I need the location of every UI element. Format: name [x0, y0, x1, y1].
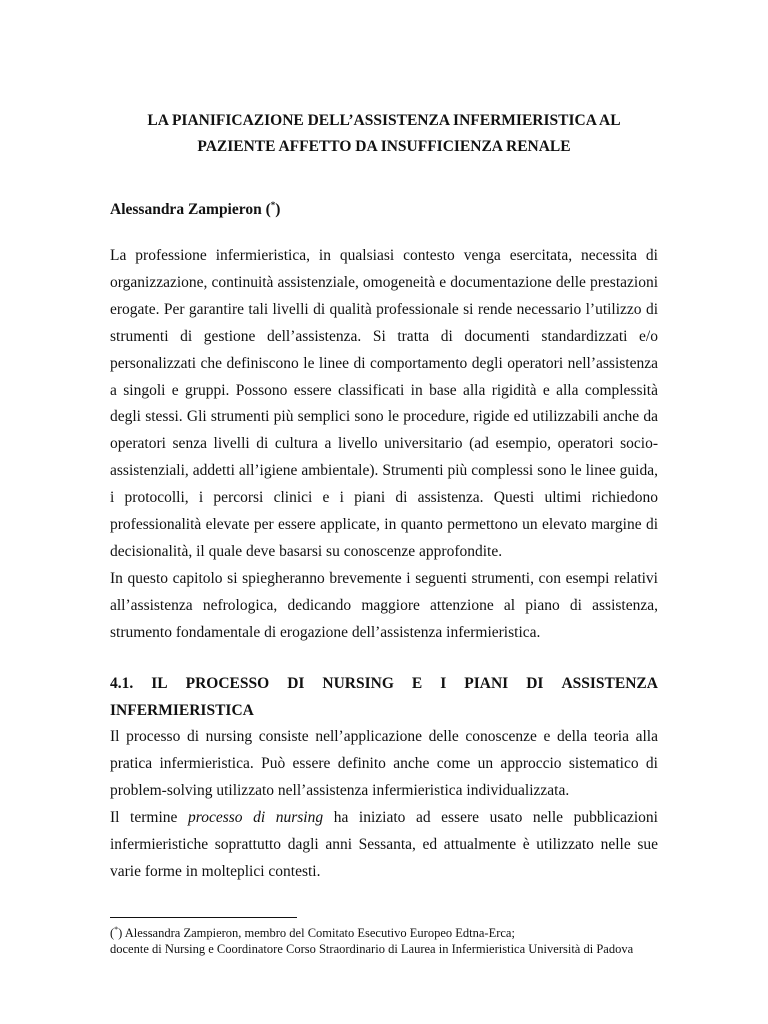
- footnote-mark: *: [114, 925, 119, 934]
- author-paren-open: (: [261, 201, 271, 219]
- heading-word: DI: [526, 675, 544, 692]
- section-heading-line-2: INFERMIERISTICA: [110, 702, 254, 719]
- heading-word: DI: [287, 675, 305, 692]
- heading-word: NURSING: [322, 675, 394, 692]
- footnote: [110, 922, 658, 957]
- section-heading-line-1: [110, 670, 658, 697]
- footnote-paren-close: ): [118, 926, 123, 941]
- section-paragraph-2: [110, 805, 658, 886]
- footnote-line-1: [110, 922, 658, 941]
- section-heading: [110, 670, 658, 724]
- heading-word: 4.1.: [110, 675, 134, 692]
- intro-paragraph-1: La professione infermieristica, in qualsiasi contesto venga esercitata, necessita di organizzazione, continuità assistenziale, omogeneità e documentazione delle prestazioni erogate. Per garantire tali livelli di qualità professionale si rende necessario l’utilizzo di strumenti di gestione dell’assistenza. Si tratta di documenti standardizzati e/o personalizzati che definiscono le linee di comportamento degli operatori nell’assistenza a singoli e gruppi. Possono essere classificati in base alla rigidità e alla complessità degli stessi. Gli strumenti più semplici sono le procedure, rigide ed utilizzabili anche da operatori senza livelli di cultura a livello universitario (ad esempio, operatori socio-assistenziali, addetti all’igiene ambientale). Strumenti più complessi sono le linee guida, i protocolli, i percorsi clinici e i piani di assistenza. Questi ultimi richiedono professionalità elevate per essere applicate, in quanto permettono un elevato margine di decisionalità, il quale deve basarsi su conoscenze approfondite.: [110, 247, 658, 560]
- heading-word: PIANI: [464, 675, 509, 692]
- footnote-paren-open: (: [110, 926, 115, 941]
- author-footnote-mark: *: [270, 200, 276, 210]
- section-text: [110, 724, 658, 885]
- heading-word: PROCESSO: [185, 675, 270, 692]
- document-title: [110, 108, 658, 160]
- intro-paragraph-2: In questo capitolo si spiegheranno brevemente i seguenti strumenti, con esempi relativi all’assistenza nefrologica, dedicando maggiore attenzione al piano di assistenza, strumento fondamentale di erogazione dell’assistenza infermieristica.: [110, 569, 658, 641]
- title-line-1: LA PIANIFICAZIONE DELL’ASSISTENZA INFERMIERISTICA AL: [147, 112, 621, 129]
- heading-word: ASSISTENZA: [561, 675, 658, 692]
- heading-word: IL: [151, 675, 168, 692]
- paragraph-2-start: Il termine: [110, 808, 188, 826]
- footnote-divider: [110, 917, 297, 918]
- intro-text: [110, 243, 658, 647]
- section-paragraph-1: Il processo di nursing consiste nell’applicazione delle conoscenze e della teoria alla pratica infermieristica. Può essere definito anche come un approccio sistematico di problem-solving utilizzato nell’assistenza infermieristica individualizzata.: [110, 728, 658, 799]
- author-line: [110, 195, 280, 220]
- footnote-line-2: docente di Nursing e Coordinatore Corso Straordinario di Laurea in Infermieristica Università di Padova: [110, 942, 634, 957]
- author-paren-close: ): [275, 201, 281, 219]
- heading-word: I: [440, 675, 447, 692]
- title-line-2: PAZIENTE AFFETTO DA INSUFFICIENZA RENALE: [197, 138, 571, 155]
- italic-term: processo di nursing: [187, 808, 324, 826]
- footnote-text-1: Alessandra Zampieron, membro del Comitato Esecutivo Europeo Edtna-Erca;: [122, 926, 515, 941]
- paragraph-2-end: ha iniziato ad essere usato nelle pubblicazioni infermieristiche soprattutto dagli anni Sessanta, ed attualmente è utilizzato nelle sue varie forme in molteplici contesti.: [110, 808, 658, 880]
- author-name: Alessandra Zampieron: [110, 201, 262, 219]
- heading-word: E: [411, 675, 423, 692]
